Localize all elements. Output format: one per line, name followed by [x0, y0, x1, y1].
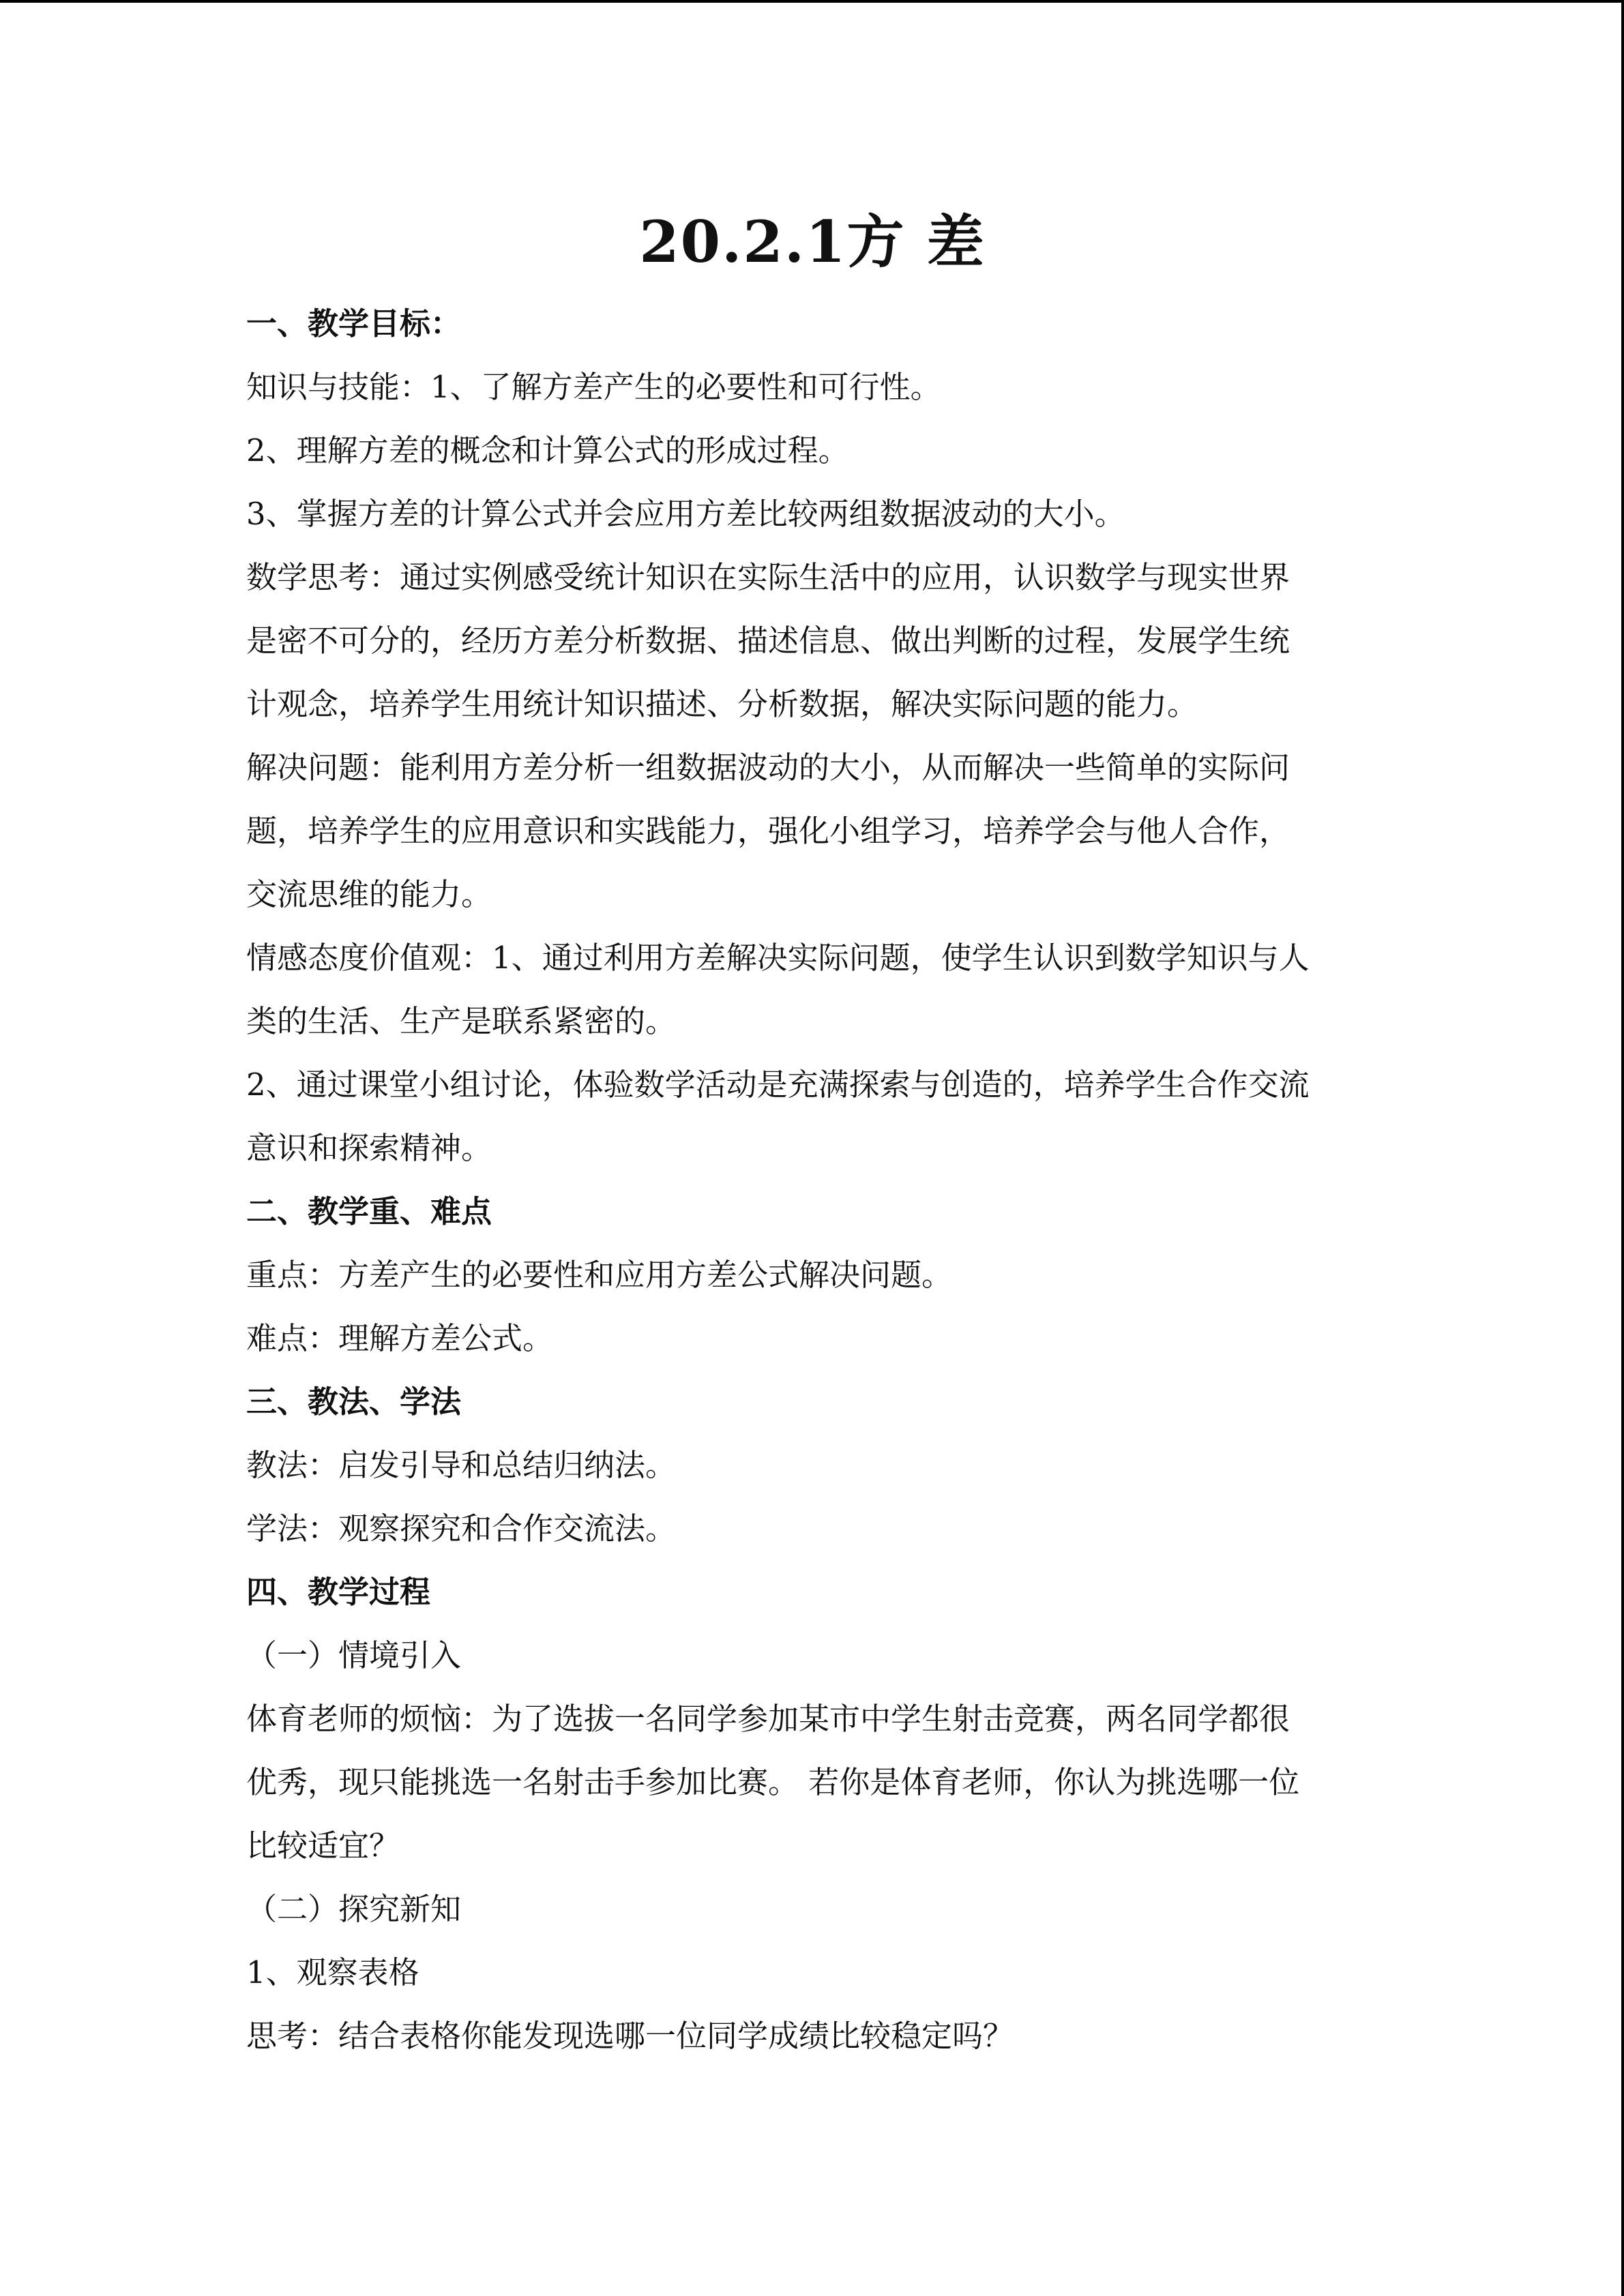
- page-top-border: [0, 0, 1624, 3]
- text-line: 体育老师的烦恼：为了选拔一名同学参加某市中学生射击竞赛，两名同学都很: [246, 1701, 1290, 1737]
- document-page: [246, 198, 1378, 2068]
- text-line: （一）情境引入: [246, 1637, 462, 1673]
- section-heading: 四、教学过程: [246, 1574, 431, 1610]
- text-line: 重点：方差产生的必要性和应用方差公式解决问题。: [246, 1257, 953, 1293]
- text-line: 优秀，现只能挑选一名射击手参加比赛。 若你是体育老师，你认为挑选哪一位: [246, 1764, 1300, 1800]
- text-line: 是密不可分的，经历方差分析数据、描述信息、做出判断的过程，发展学生统: [246, 623, 1290, 659]
- text-line: 题，培养学生的应用意识和实践能力，强化小组学习，培养学会与他人合作，: [246, 813, 1290, 849]
- text-line: 学法：观察探究和合作交流法。: [246, 1510, 677, 1547]
- document-title: 20.2.1方 差: [639, 208, 986, 275]
- text-line: 教法：启发引导和总结归纳法。: [246, 1447, 677, 1483]
- section-heading: 三、教法、学法: [246, 1384, 462, 1420]
- text-line: 交流思维的能力。: [246, 876, 492, 912]
- text-line: 比较适宜？: [246, 1828, 400, 1864]
- section-heading: 一、教学目标：: [246, 305, 462, 342]
- page-right-border: [1621, 0, 1624, 2296]
- text-line: 2、理解方差的概念和计算公式的形成过程。: [246, 432, 849, 468]
- text-line: 3、掌握方差的计算公式并会应用方差比较两组数据波动的大小。: [246, 496, 1125, 532]
- text-line: 1、观察表格: [246, 1954, 419, 1991]
- text-line: 计观念，培养学生用统计知识描述、分析数据，解决实际问题的能力。: [246, 686, 1198, 722]
- text-line: 意识和探索精神。: [246, 1130, 492, 1166]
- text-line: 思考：结合表格你能发现选哪一位同学成绩比较稳定吗？: [246, 2018, 1014, 2054]
- document-body: [246, 292, 1378, 2068]
- text-line: 难点：理解方差公式。: [246, 1320, 554, 1356]
- text-line: （二）探究新知: [246, 1891, 462, 1927]
- text-line: 知识与技能：1、了解方差产生的必要性和可行性。: [246, 369, 941, 405]
- section-heading: 二、教学重、难点: [246, 1193, 492, 1229]
- text-line: 2、通过课堂小组讨论，体验数学活动是充满探索与创造的，培养学生合作交流: [246, 1067, 1310, 1103]
- text-line: 数学思考：通过实例感受统计知识在实际生活中的应用，认识数学与现实世界: [246, 559, 1290, 595]
- text-line: 情感态度价值观：1、通过利用方差解决实际问题，使学生认识到数学知识与人: [246, 940, 1310, 976]
- text-line: 解决问题：能利用方差分析一组数据波动的大小，从而解决一些简单的实际问: [246, 749, 1290, 786]
- text-line: 类的生活、生产是联系紧密的。: [246, 1003, 677, 1039]
